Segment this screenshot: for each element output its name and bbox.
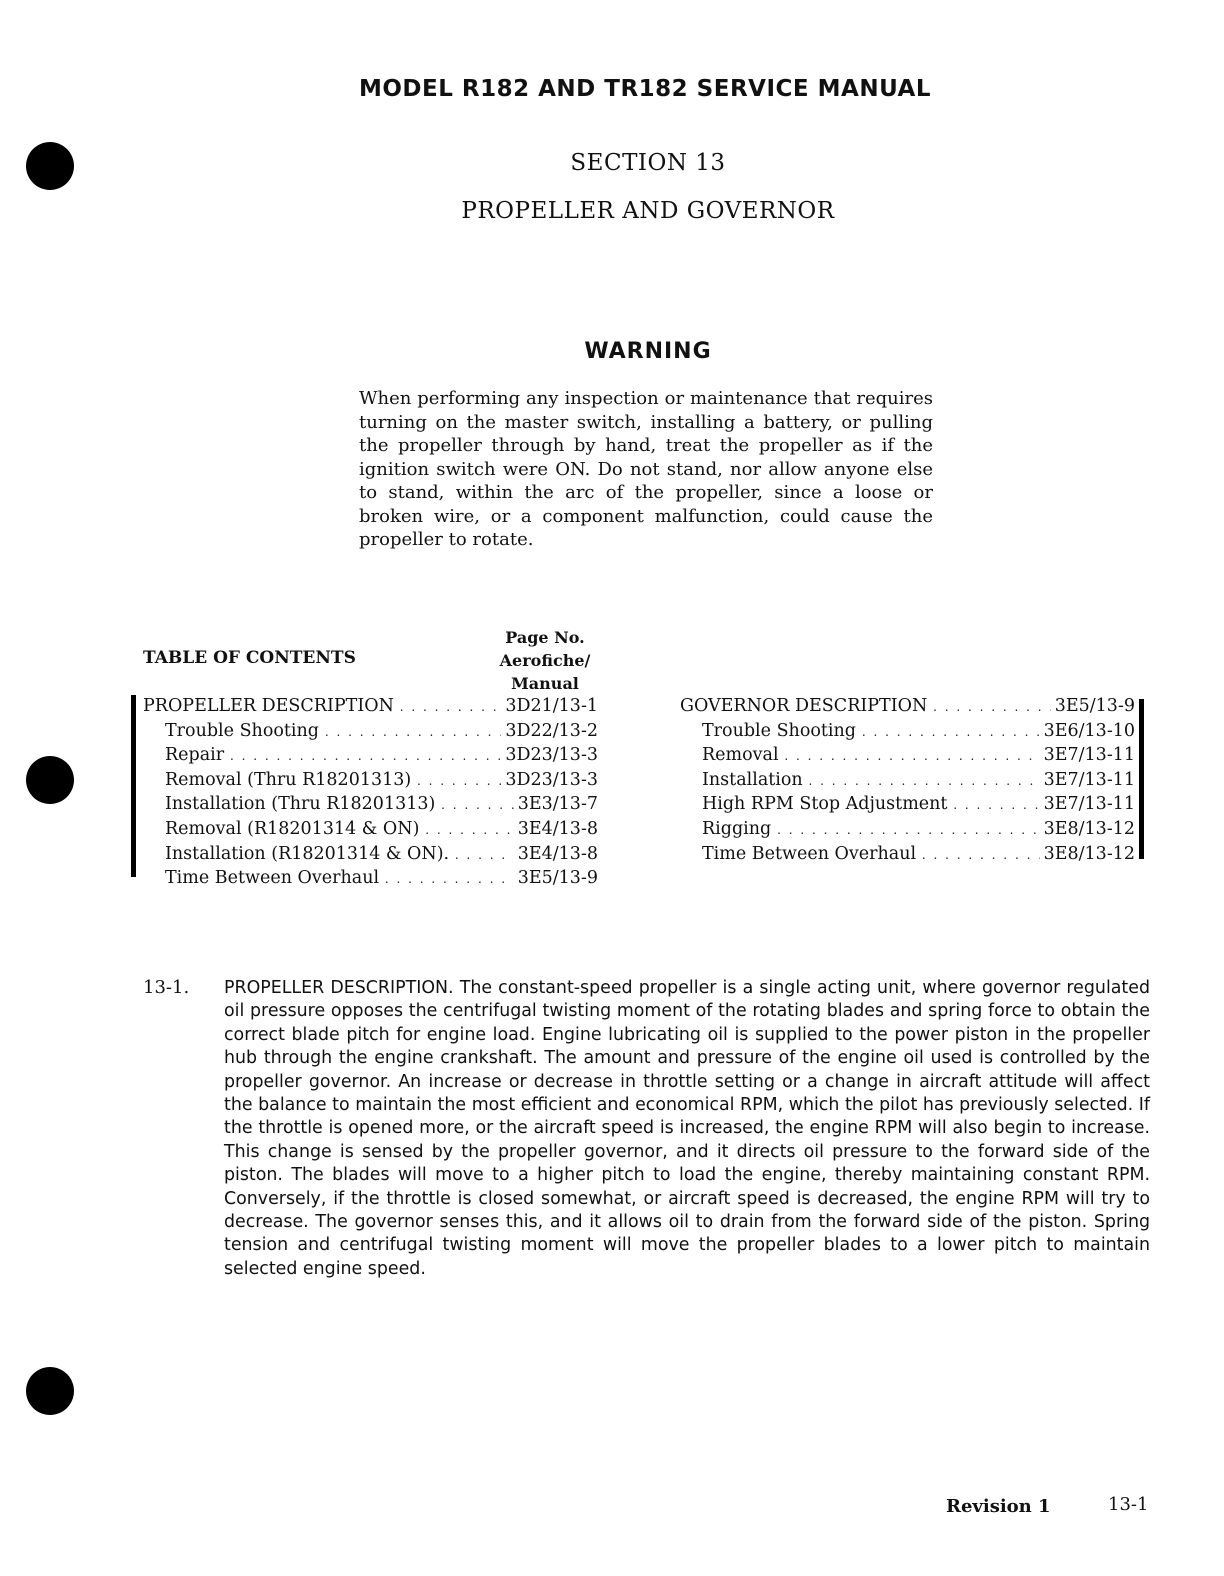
toc-entry-page: 3D23/13-3 (505, 769, 598, 790)
toc-entry-page: 3E6/13-10 (1043, 720, 1135, 741)
toc-entry-label: Removal (R18201314 & ON) . . . (165, 818, 514, 843)
toc-entry (143, 867, 598, 892)
revision-bar-right (1139, 699, 1144, 859)
punch-hole-bottom (26, 1367, 74, 1415)
toc-entry-page: 3E5/13-9 (517, 868, 598, 889)
paragraph-number: 13-1. (143, 977, 190, 998)
toc-left-column (143, 695, 598, 892)
toc-entry-label: Time Between Overhaul . . . (702, 843, 1040, 868)
toc-entry-page: 3D23/13-3 (505, 745, 598, 766)
toc-entry (680, 843, 1135, 868)
page-number: 13-1 (1108, 1494, 1149, 1515)
toc-entry-page: 3E5/13-9 (1054, 696, 1135, 716)
punch-hole-middle (26, 756, 74, 804)
toc-entry (680, 769, 1135, 794)
toc-entry-label: High RPM Stop Adjustment . . . (702, 793, 1040, 818)
toc-entry-label: Removal (Thru R18201313) . . . (165, 769, 501, 794)
toc-entry (143, 744, 598, 769)
toc-entry-page: 3E4/13-8 (517, 843, 598, 864)
toc-entry (143, 818, 598, 843)
toc-entry-label: PROPELLER DESCRIPTION . . . (143, 695, 501, 720)
toc-entry-page: 3D22/13-2 (505, 720, 598, 741)
toc-entry (680, 695, 1135, 720)
toc-entry (680, 793, 1135, 818)
revision-label: Revision 1 (946, 1496, 1051, 1517)
revision-bar-left (131, 695, 136, 877)
toc-entry-label: Removal . . . (702, 744, 1040, 769)
toc-entry-page: 3E7/13-11 (1043, 745, 1135, 766)
toc-entry-page: 3D21/13-1 (505, 696, 598, 716)
toc-entry-label: Repair . . . (165, 744, 501, 769)
toc-entry (143, 843, 598, 868)
toc-entry (680, 744, 1135, 769)
toc-entry-page: 3E3/13-7 (517, 794, 598, 815)
toc-right-column (680, 695, 1135, 867)
toc-entry-label: Installation . . . (702, 769, 1040, 794)
manual-title: MODEL R182 AND TR182 SERVICE MANUAL (358, 76, 931, 102)
toc-entry (680, 818, 1135, 843)
toc-entry-page: 3E7/13-11 (1043, 794, 1135, 815)
warning-text: When performing any inspection or maintenance that requires turning on the master switch, installing a battery, or pulling the propeller through by hand, treat the propeller as if the ignition switch were ON. Do not stand, nor allow anyone else to stand, within the arc of the propeller, since a loose or broken wire, or a component malfunction, could cause the propeller to rotate. (359, 388, 933, 550)
section-number: SECTION 13 (570, 150, 726, 176)
toc-entry-label: GOVERNOR DESCRIPTION . . . (680, 695, 1051, 720)
toc-entry (143, 695, 598, 720)
paragraph-body: PROPELLER DESCRIPTION. The constant-speed propeller is a single acting unit, where governor regulated oil pressure opposes the centrifugal twisting moment of the rotating blades and spring force to obtain the correct blade pitch for engine load. Engine lubricating oil is supplied to the power piston in the propeller hub through the engine crankshaft. The amount and pressure of the engine oil used is controlled by the propeller governor. An increase or decrease in throttle setting or a change in aircraft attitude will affect the balance to maintain the most efficient and economical RPM, which the pilot has previously selected. If the throttle is opened more, or the aircraft speed is increased, the engine RPM will also begin to increase. This change is sensed by the propeller governor, and it directs oil pressure to the forward side of the piston. The blades will move to a higher pitch to load the engine, thereby maintaining constant RPM. Conversely, if the throttle is closed somewhat, or aircraft speed is decreased, the engine RPM will try to decrease. The governor senses this, and it allows oil to drain from the forward side of the piston. Spring tension and centrifugal twisting moment will move the propeller blades to a lower pitch to maintain selected engine speed. (224, 978, 1150, 1279)
toc-page-header-line: Aerofiche/ (499, 651, 591, 670)
toc-entry-page: 3E8/13-12 (1043, 818, 1135, 839)
toc-entry-label: Trouble Shooting . . . (702, 720, 1040, 745)
toc-page-header-line: Manual (511, 674, 579, 693)
section-title: PROPELLER AND GOVERNOR (461, 198, 835, 224)
toc-entry-page: 3E7/13-11 (1043, 769, 1135, 790)
toc-entry-page: 3E8/13-12 (1043, 843, 1135, 864)
toc-entry-label: Installation (R18201314 & ON). . . . (165, 843, 514, 868)
toc-entry-label: Rigging . . . (702, 818, 1040, 843)
toc-entry (680, 720, 1135, 745)
toc-entry (143, 769, 598, 794)
toc-entry-label: Trouble Shooting . . . (165, 720, 501, 745)
warning-heading: WARNING (584, 339, 712, 364)
toc-page-column-header (487, 626, 603, 695)
toc-page-header-line: Page No. (505, 628, 585, 647)
toc-title: TABLE OF CONTENTS (143, 648, 356, 668)
toc-entry (143, 720, 598, 745)
toc-entry-label: Installation (Thru R18201313) . . . (165, 793, 514, 818)
toc-entry-label: Time Between Overhaul . . . (165, 867, 514, 892)
toc-entry-page: 3E4/13-8 (517, 818, 598, 839)
toc-entry (143, 793, 598, 818)
